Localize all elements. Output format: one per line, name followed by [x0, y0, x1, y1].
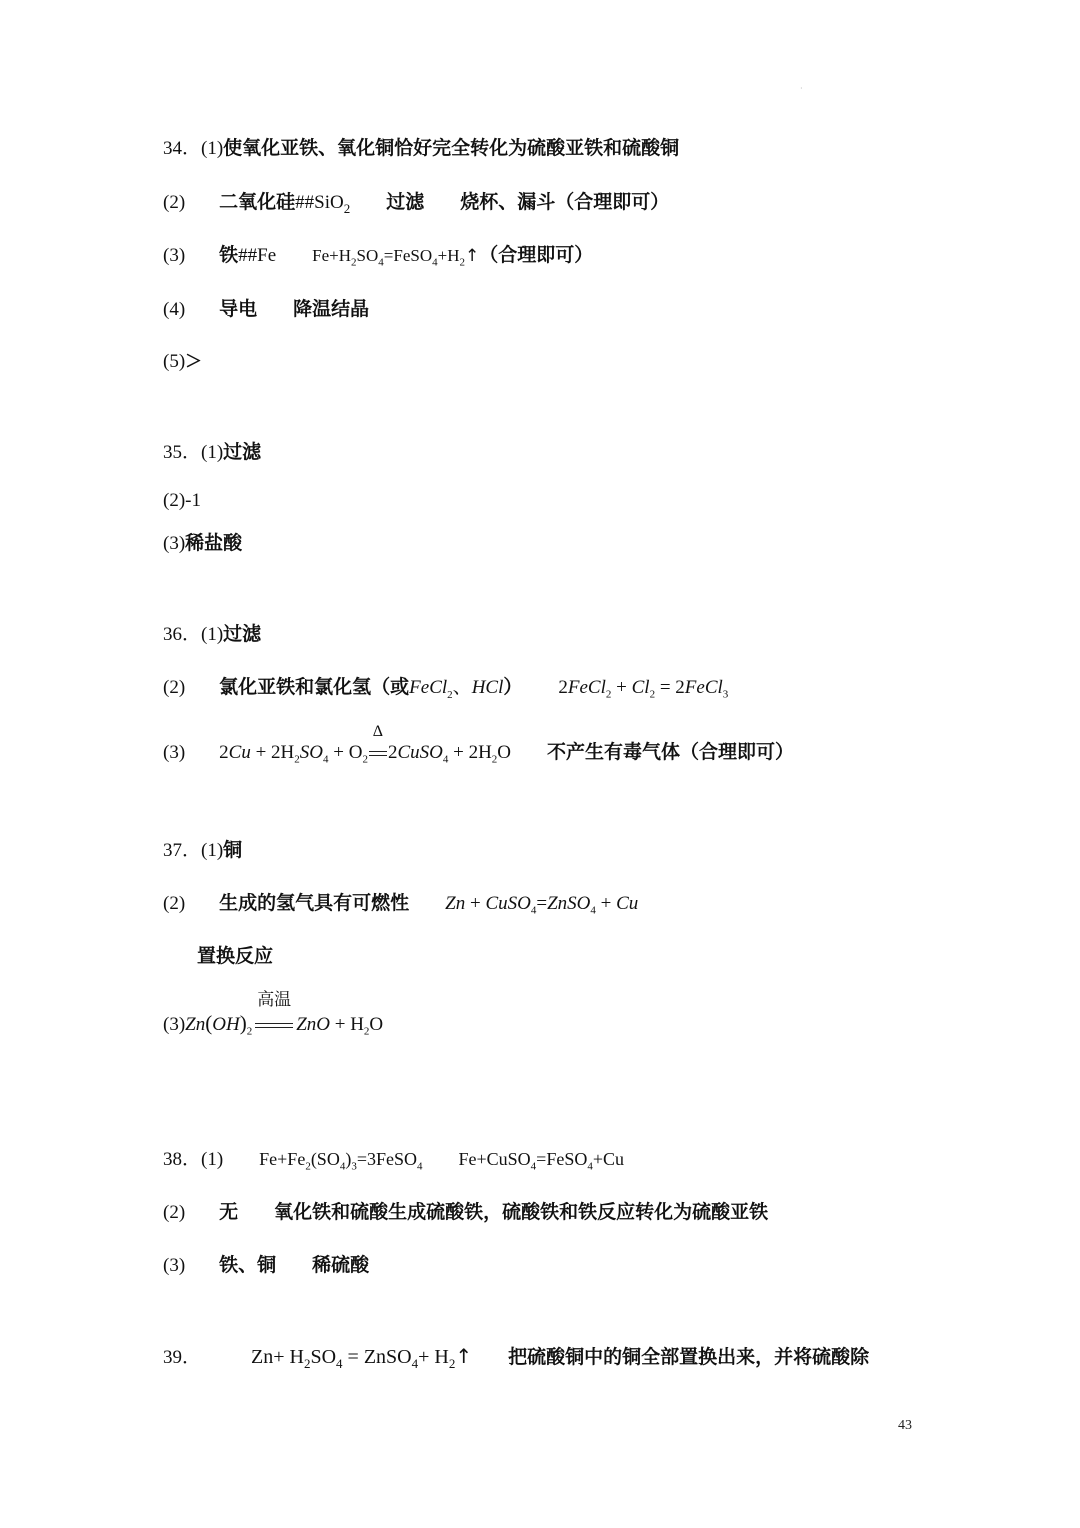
heat-condition-equals: Δ — [368, 737, 388, 765]
scan-dot: · — [800, 84, 803, 93]
q39-line-1: 39． $Zn+ H_2SO_4$ = ZnSO$_4$+ $H_2↑$ 把硫酸铜中的铜全部置换出来，并将硫酸除 — [163, 1344, 870, 1371]
q38-equation-1: $Fe+Fe_2(SO_4)_3=3FeSO_4$ — [259, 1149, 423, 1173]
q36-line-1: 36．(1)过滤 — [163, 623, 262, 645]
q37-line-4: $(3)Zn(OH)_2$ 高温 ZnO + $H_2O$ — [163, 990, 384, 1038]
q34-line-1: 34．(1)使氧化亚铁、氧化铜恰好完全转化为硫酸亚铁和硫酸铜 — [163, 137, 680, 159]
q38-line-3: (3) 铁、铜 稀硫酸 — [163, 1254, 370, 1276]
page-number: 43 — [898, 1418, 912, 1433]
q35-line-3: (3)稀盐酸 — [163, 532, 243, 554]
q38-line-1: 38．(1) $Fe+Fe_2(SO_4)_3=3FeSO_4$ Fe+CuSO$_4$=FeSO$_4$+Cu — [163, 1149, 625, 1173]
q34-line-5: (5)＞ — [163, 351, 203, 372]
q37-line-2: (2) 生成的氢气具有可燃性 Zn + CuSO$_4$=ZnSO$_4$ + Cu — [163, 892, 639, 917]
q36-equation-1: 2FeCl$_2$ + $Cl_2$ = 2FeCl$_3$ — [558, 677, 729, 701]
q37-equation-1: Zn + CuSO$_4$=ZnSO$_4$ + Cu — [445, 893, 639, 917]
q34-equation: $Fe+H_2SO_4=FeSO_4+H_2↑$ — [312, 246, 480, 269]
q36-equation-2: $2Cu + 2H_2SO_4 + O_2$ Δ 2CuSO$_4$ + $2H_2O$ — [219, 723, 512, 766]
q36-line-3: (3) $2Cu + 2H_2SO_4 + O_2$ Δ 2CuSO$_4$ + $2H_2O$ 不产生有毒气体（合理即可） — [163, 723, 795, 766]
q34-line-4: (4) 导电 降温结晶 — [163, 298, 370, 320]
q39-equation: $Zn+ H_2SO_4$ = ZnSO$_4$+ $H_2↑$ — [251, 1344, 473, 1371]
high-temp-condition-equals: 高温 — [254, 1009, 294, 1037]
q38-equation-2: Fe+CuSO$_4$=FeSO$_4$+Cu — [458, 1149, 625, 1173]
q37-equation-2: $Zn(OH)_2$ 高温 ZnO + $H_2O$ — [185, 990, 384, 1038]
q34-line-2: (2) 二氧化硅##SiO$_2$ 过滤 烧杯、漏斗（合理即可） — [163, 191, 670, 216]
q35-line-2: (2)-1 — [163, 490, 201, 511]
q36-line-2: (2) 氯化亚铁和氯化氢（或FeCl$_2$、HCl） 2FeCl$_2$ + $Cl_2$ = 2FeCl$_3$ — [163, 676, 729, 701]
q37-line-3: 置换反应 — [197, 945, 274, 967]
q35-line-1: 35．(1)过滤 — [163, 441, 262, 463]
q38-line-2: (2) 无 氧化铁和硫酸生成硫酸铁，硫酸铁和铁反应转化为硫酸亚铁 — [163, 1201, 769, 1223]
q37-line-1: 37．(1)铜 — [163, 839, 243, 861]
q34-line-3: (3) 铁##Fe $Fe+H_2SO_4=FeSO_4+H_2↑$（合理即可） — [163, 244, 594, 269]
